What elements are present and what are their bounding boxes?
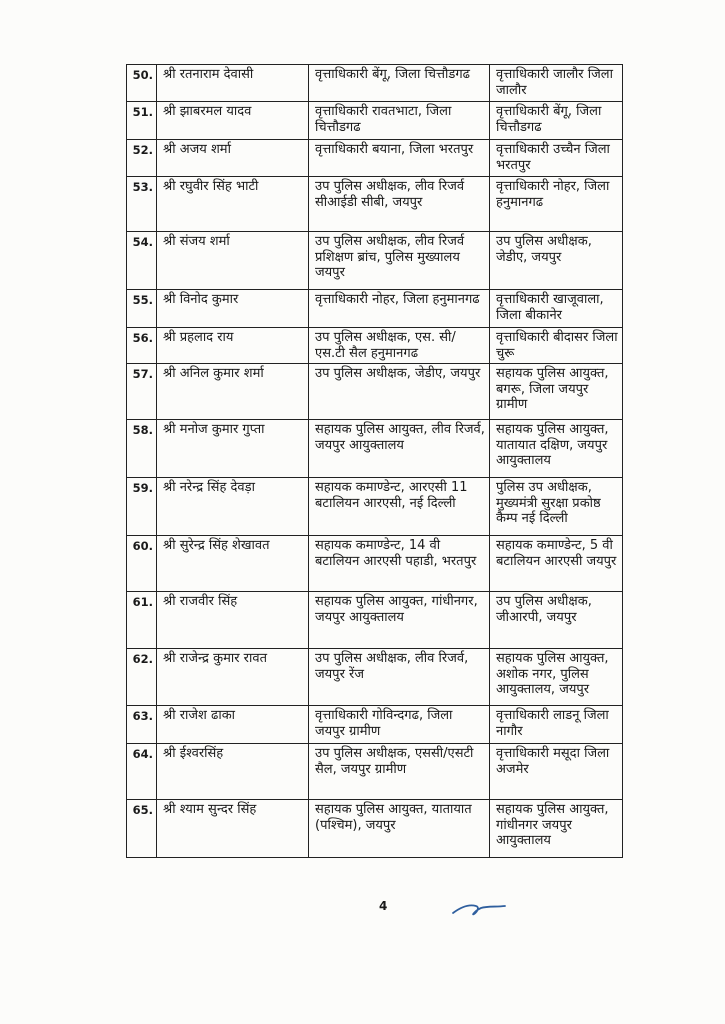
serial-number: 56. (127, 328, 157, 364)
new-posting: सहायक पुलिस आयुक्त, बगरू, जिला जयपुर ग्रामीण (490, 364, 623, 420)
new-posting: वृत्ताधिकारी बेंगू, जिला चित्तौडगढ (490, 102, 623, 140)
officer-name: श्री सुरेन्द्र सिंह शेखावत (157, 536, 309, 592)
current-posting: वृत्ताधिकारी रावतभाटा, जिला चित्तौडगढ (309, 102, 490, 140)
table-row (127, 177, 623, 232)
table-row (127, 800, 623, 858)
current-posting: वृत्ताधिकारी बेंगू, जिला चित्तौडगढ (309, 65, 490, 102)
current-posting: उप पुलिस अधीक्षक, लीव रिजर्व प्रशिक्षण ब्रांच, पुलिस मुख्यालय जयपुर (309, 232, 490, 290)
table-row (127, 232, 623, 290)
current-posting: उप पुलिस अधीक्षक, एससी/एसटी सैल, जयपुर ग्रामीण (309, 744, 490, 800)
current-posting: वृत्ताधिकारी नोहर, जिला हनुमानगढ (309, 290, 490, 328)
current-posting: उप पुलिस अधीक्षक, लीव रिजर्व, जयपुर रेंज (309, 649, 490, 706)
serial-number: 59. (127, 478, 157, 536)
current-posting: सहायक पुलिस आयुक्त, लीव रिजर्व, जयपुर आयुक्तालय (309, 420, 490, 478)
table-row (127, 328, 623, 364)
officer-name: श्री अजय शर्मा (157, 140, 309, 177)
officer-name: श्री झाबरमल यादव (157, 102, 309, 140)
serial-number: 64. (127, 744, 157, 800)
officer-name: श्री प्रहलाद राय (157, 328, 309, 364)
current-posting: उप पुलिस अधीक्षक, लीव रिजर्व सीआईडी सीबी, जयपुर (309, 177, 490, 232)
serial-number: 57. (127, 364, 157, 420)
officer-name: श्री नरेन्द्र सिंह देवड़ा (157, 478, 309, 536)
current-posting: सहायक पुलिस आयुक्त, गांधीनगर, जयपुर आयुक्तालय (309, 592, 490, 649)
new-posting: पुलिस उप अधीक्षक, मुख्यमंत्री सुरक्षा प्रकोष्ठ कैम्प नई दिल्ली (490, 478, 623, 536)
new-posting: उप पुलिस अधीक्षक, जेडीए, जयपुर (490, 232, 623, 290)
serial-number: 61. (127, 592, 157, 649)
officer-name: श्री रतनाराम देवासी (157, 65, 309, 102)
table-row (127, 649, 623, 706)
new-posting: सहायक पुलिस आयुक्त, गांधीनगर जयपुर आयुक्तालय (490, 800, 623, 858)
officer-name: श्री राजवीर सिंह (157, 592, 309, 649)
new-posting: वृत्ताधिकारी खाजूवाला, जिला बीकानेर (490, 290, 623, 328)
serial-number: 51. (127, 102, 157, 140)
serial-number: 55. (127, 290, 157, 328)
serial-number: 53. (127, 177, 157, 232)
serial-number: 65. (127, 800, 157, 858)
serial-number: 60. (127, 536, 157, 592)
transfer-table (126, 64, 623, 858)
table-row (127, 65, 623, 102)
officer-name: श्री मनोज कुमार गुप्ता (157, 420, 309, 478)
new-posting: वृत्ताधिकारी बीदासर जिला चुरू (490, 328, 623, 364)
current-posting: उप पुलिस अधीक्षक, एस. सी/एस.टी सैल हनुमानगढ (309, 328, 490, 364)
new-posting: उप पुलिस अधीक्षक, जीआरपी, जयपुर (490, 592, 623, 649)
officer-name: श्री ईश्वरसिंह (157, 744, 309, 800)
table-row (127, 420, 623, 478)
officer-name: श्री राजेन्द्र कुमार रावत (157, 649, 309, 706)
new-posting: वृत्ताधिकारी जालौर जिला जालौर (490, 65, 623, 102)
table-row (127, 102, 623, 140)
page-number: 4 (379, 899, 388, 913)
serial-number: 63. (127, 706, 157, 744)
new-posting: सहायक कमाण्डेन्ट, 5 वी बटालियन आरएसी जयपुर (490, 536, 623, 592)
serial-number: 54. (127, 232, 157, 290)
officer-name: श्री राजेश ढाका (157, 706, 309, 744)
officer-name: श्री श्याम सुन्दर सिंह (157, 800, 309, 858)
table-row (127, 478, 623, 536)
table-row (127, 536, 623, 592)
table-row (127, 290, 623, 328)
new-posting: वृत्ताधिकारी लाडनू जिला नागौर (490, 706, 623, 744)
current-posting: सहायक पुलिस आयुक्त, यातायात (पश्चिम), जयपुर (309, 800, 490, 858)
officer-name: श्री संजय शर्मा (157, 232, 309, 290)
serial-number: 62. (127, 649, 157, 706)
table-row (127, 592, 623, 649)
serial-number: 50. (127, 65, 157, 102)
table-row (127, 364, 623, 420)
new-posting: सहायक पुलिस आयुक्त, यातायात दक्षिण, जयपुर आयुक्तालय (490, 420, 623, 478)
current-posting: उप पुलिस अधीक्षक, जेडीए, जयपुर (309, 364, 490, 420)
new-posting: वृत्ताधिकारी नोहर, जिला हनुमानगढ (490, 177, 623, 232)
current-posting: वृत्ताधिकारी बयाना, जिला भरतपुर (309, 140, 490, 177)
table-row (127, 744, 623, 800)
table-row (127, 140, 623, 177)
current-posting: सहायक कमाण्डेन्ट, 14 वी बटालियन आरएसी पहाडी, भरतपुर (309, 536, 490, 592)
officer-name: श्री विनोद कुमार (157, 290, 309, 328)
new-posting: वृत्ताधिकारी मसूदा जिला अजमेर (490, 744, 623, 800)
officer-name: श्री रघुवीर सिंह भाटी (157, 177, 309, 232)
table-row (127, 706, 623, 744)
serial-number: 52. (127, 140, 157, 177)
current-posting: सहायक कमाण्डेन्ट, आरएसी 11 बटालियन आरएसी, नई दिल्ली (309, 478, 490, 536)
new-posting: सहायक पुलिस आयुक्त, अशोक नगर, पुलिस आयुक्तालय, जयपुर (490, 649, 623, 706)
serial-number: 58. (127, 420, 157, 478)
signature-icon (449, 896, 509, 920)
officer-name: श्री अनिल कुमार शर्मा (157, 364, 309, 420)
current-posting: वृत्ताधिकारी गोविन्दगढ, जिला जयपुर ग्रामीण (309, 706, 490, 744)
new-posting: वृत्ताधिकारी उच्चैन जिला भरतपुर (490, 140, 623, 177)
